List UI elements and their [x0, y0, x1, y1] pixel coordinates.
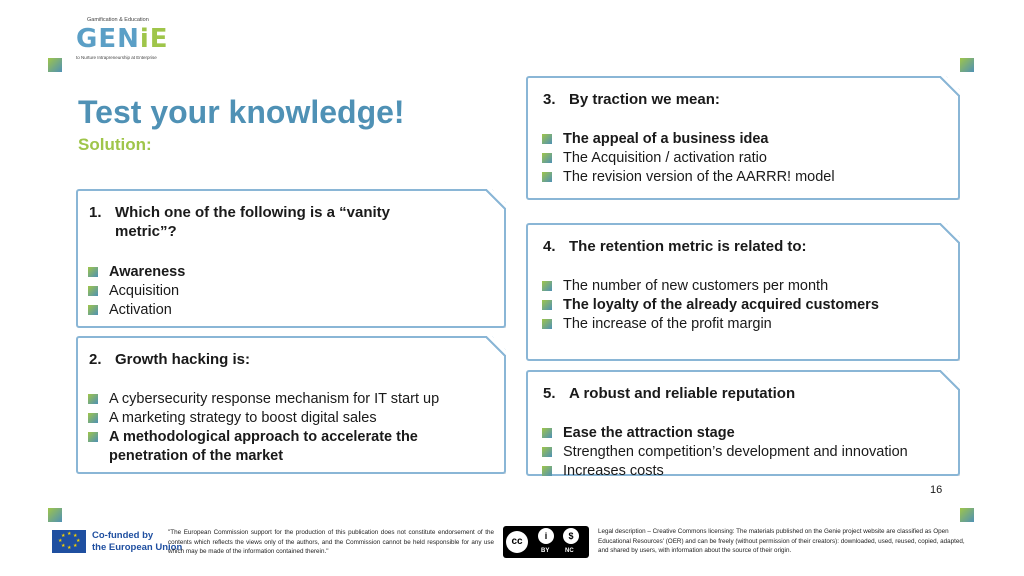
bullet-icon [88, 267, 98, 277]
corner-square-top-left [48, 58, 62, 72]
cc-nc-icon: $ [563, 528, 579, 544]
question-4-option-3: The increase of the profit margin [542, 315, 772, 334]
question-3-option-1: The appeal of a business idea [542, 130, 768, 149]
logo-word-b: iE [139, 24, 169, 54]
question-2-number: 2. [89, 351, 102, 368]
question-1-option-3: Activation [88, 301, 172, 320]
question-4-number: 4. [543, 238, 556, 255]
bullet-icon [88, 394, 98, 404]
genie-logo [76, 24, 169, 54]
question-3-option-2: The Acquisition / activation ratio [542, 149, 767, 168]
question-5-option-1: Ease the attraction stage [542, 424, 735, 443]
bullet-icon [542, 447, 552, 457]
question-2-option-3: A methodological approach to accelerate the penetration of the market [88, 428, 418, 466]
bullet-icon [88, 413, 98, 423]
cc-by-icon: i [538, 528, 554, 544]
question-2-line1: Growth hacking is: [115, 351, 251, 368]
logo-tagline: Gamification & Education [87, 17, 149, 23]
cc-license-icon [503, 526, 589, 558]
question-3-number: 3. [543, 91, 556, 108]
bullet-icon [542, 428, 552, 438]
question-3-option-3: The revision version of the AARRR! model [542, 168, 835, 187]
page-title: Test your knowledge! [78, 94, 405, 130]
bullet-icon [88, 286, 98, 296]
page-subtitle: Solution: [78, 135, 152, 154]
question-5-option-3: Increases costs [542, 462, 664, 481]
question-1-line2: metric”? [115, 223, 177, 240]
eu-flag-icon: ★ ★ ★ ★ ★ ★ ★ ★ [52, 530, 86, 553]
logo-word-a: GEN [76, 24, 140, 54]
question-1-option-2: Acquisition [88, 282, 179, 301]
question-4-line1: The retention metric is related to: [569, 238, 807, 255]
bullet-icon [542, 319, 552, 329]
bullet-icon [542, 300, 552, 310]
corner-square-bottom-right [960, 508, 974, 522]
cc-by-label: BY [541, 548, 550, 554]
question-2-option-2: A marketing strategy to boost digital sales [88, 409, 377, 428]
commission-disclaimer: "The European Commission support for the production of this publication does not constitute endorsement of the contents which reflects the views only of the authors, and the Commission cannot be held responsible for any use which may be made of the information contained therein." [168, 529, 494, 555]
bullet-icon [88, 305, 98, 315]
corner-square-top-right [960, 58, 974, 72]
bullet-icon [542, 153, 552, 163]
question-2-title [89, 350, 250, 369]
legal-description: Legal description – Creative Commons licensing: The materials published on the Genie project website are classified as Open Educational Resources' (OER) and can be freely (without permission of their creators): downloaded, used, reused, copied, adapted, and shared by users, with information about the source of their origin. [598, 528, 965, 554]
question-2-option-1: A cybersecurity response mechanism for IT start up [88, 390, 439, 409]
question-4-title [543, 237, 807, 256]
question-4-option-2: The loyalty of the already acquired customers [542, 296, 879, 315]
cc-logo-icon: cc [506, 531, 528, 553]
question-5-line1: A robust and reliable reputation [569, 385, 796, 402]
question-1-number: 1. [89, 204, 102, 221]
page-number: 16 [930, 484, 943, 496]
corner-square-bottom-left [48, 508, 62, 522]
cc-nc-label: NC [565, 548, 574, 554]
bullet-icon [542, 172, 552, 182]
bullet-icon [88, 432, 98, 442]
question-4-option-1: The number of new customers per month [542, 277, 828, 296]
bullet-icon [542, 281, 552, 291]
question-1-title [89, 203, 390, 241]
logo-subtext: to Nurture Intrapreneurship at Enterprise [76, 55, 157, 60]
question-1-line1: Which one of the following is a “vanity [115, 204, 391, 221]
bullet-icon [542, 134, 552, 144]
question-1-option-1: Awareness [88, 263, 185, 282]
question-5-number: 5. [543, 385, 556, 402]
question-5-title [543, 384, 795, 403]
bullet-icon [542, 466, 552, 476]
question-3-line1: By traction we mean: [569, 91, 720, 108]
eu-cofunded-text: Co-funded by the European Union [92, 530, 183, 553]
question-5-option-2: Strengthen competition’s development and innovation [542, 443, 908, 462]
question-3-title [543, 90, 720, 109]
